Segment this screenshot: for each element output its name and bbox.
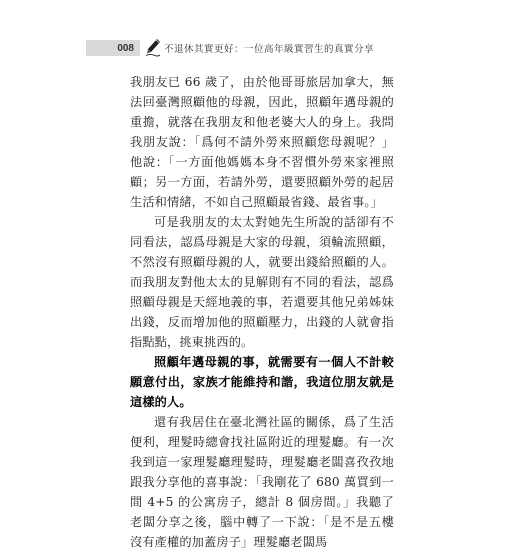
body-text [130, 72, 394, 552]
running-title: 不退休其實更好：一位高年級實習生的真實分享 [164, 44, 375, 55]
pen-icon [144, 38, 162, 58]
paragraph: 我朋友已 66 歲了，由於他哥哥旅居加拿大，無法回臺灣照顧他的母親，因此，照顧年邁母親的重擔，就落在我朋友和他老婆大人的身上。我問我朋友說：「爲何不請外勞來照顧您母親呢？」他說：「一方面他媽媽本身不習慣外勞來家裡照顧；另一方面，若請外勞，還要照顧外勞的起居生活和情緒，不如自己照顧最省錢、最省事。」 [130, 75, 394, 209]
paragraph: 可是我朋友的太太對她先生所說的話卻有不同看法，認爲母親是大家的母親，須輪流照顧，不然沒有照顧母親的人，就要出錢給照顧的人。而我朋友對他太太的見解則有不同的看法，認爲照顧母親是天經地義的事，若還要其他兄弟姊妹出錢，反而增加他的照顧壓力，出錢的人就會指指點點，挑東挑西的。 [130, 215, 394, 349]
emphasized-paragraph: 照顧年邁母親的事，就需要有一個人不計較願意付出，家族才能維持和諧，我這位朋友就是這樣的人。 [130, 355, 394, 409]
paragraph: 還有我居住在臺北灣社區的關係，爲了生活便利，理髮時總會找社區附近的理髮廳。有一次我到這一家理髮廳理髮時，理髮廳老闆喜孜孜地跟我分享他的喜事說：「我剛花了 680 萬買到一間 4+5 的公寓房子，總計 8 個房間。」我聽了老闆分享之後，腦中轉了一下說：「是不是五樓沒有產權的加蓋房子」理髮廳老闆馬 [130, 415, 394, 549]
page-number: 008 [86, 40, 140, 56]
page-header [86, 38, 466, 58]
